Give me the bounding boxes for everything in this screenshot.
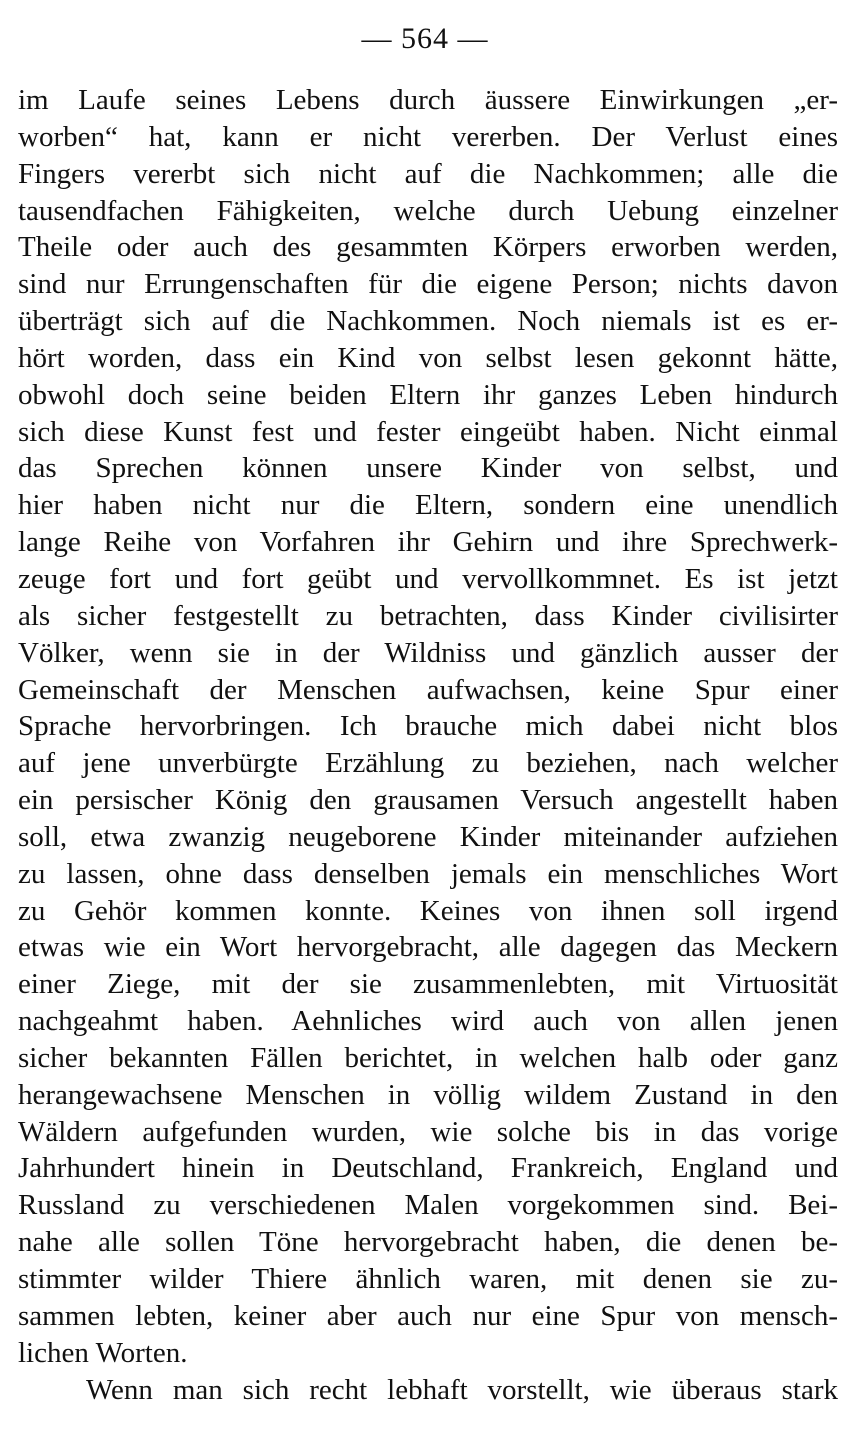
text-line: etwas wie ein Wort hervorgebracht, alle dagegen das Meckern: [18, 931, 838, 964]
text-line: herangewachsene Menschen in völlig wildem Zustand in den: [18, 1078, 838, 1111]
text-line: Theile oder auch des gesammten Körpers erworben werden,: [18, 231, 838, 264]
paragraph-start-line: Wenn man sich recht lebhaft vorstellt, wie überaus stark: [86, 1373, 838, 1406]
text-line: sicher bekannten Fällen berichtet, in welchen halb oder ganz: [18, 1041, 838, 1074]
text-line: tausendfachen Fähigkeiten, welche durch Uebung einzelner: [18, 194, 838, 227]
text-line: sammen lebten, keiner aber auch nur eine Spur von mensch-: [18, 1299, 838, 1332]
text-line: lange Reihe von Vorfahren ihr Gehirn und ihre Sprechwerk-: [18, 526, 838, 559]
text-line: Gemeinschaft der Menschen aufwachsen, keine Spur einer: [18, 673, 838, 706]
text-line: Fingers vererbt sich nicht auf die Nachkommen; alle die: [18, 157, 838, 190]
text-line: im Laufe seines Lebens durch äussere Einwirkungen „er-: [18, 84, 838, 116]
text-line: überträgt sich auf die Nachkommen. Noch niemals ist es er-: [18, 305, 838, 338]
text-line: Jahrhundert hinein in Deutschland, Frankreich, England und: [18, 1152, 838, 1185]
text-line: zu lassen, ohne dass denselben jemals ein menschliches Wort: [18, 857, 838, 890]
text-line: als sicher festgestellt zu betrachten, dass Kinder civilisirter: [18, 599, 838, 632]
text-line: soll, etwa zwanzig neugeborene Kinder miteinander aufziehen: [18, 820, 838, 853]
text-line: hört worden, dass ein Kind von selbst lesen gekonnt hätte,: [18, 341, 838, 374]
text-line: stimmter wilder Thiere ähnlich waren, mit denen sie zu-: [18, 1263, 838, 1295]
text-line: ein persischer König den grausamen Versuch angestellt haben: [18, 784, 838, 817]
text-line: das Sprechen können unsere Kinder von selbst, und: [18, 452, 838, 485]
text-line: worben“ hat, kann er nicht vererben. Der Verlust eines: [18, 120, 838, 153]
text-line: Sprache hervorbringen. Ich brauche mich dabei nicht blos: [18, 710, 838, 743]
text-line: Russland zu verschiedenen Malen vorgekommen sind. Bei-: [18, 1189, 838, 1222]
text-line: sind nur Errungenschaften für die eigene Person; nichts davon: [18, 268, 838, 301]
text-line: nachgeahmt haben. Aehnliches wird auch von allen jenen: [18, 1005, 838, 1038]
page-number: — 564 —: [361, 22, 489, 55]
text-line: hier haben nicht nur die Eltern, sondern eine unendlich: [18, 489, 838, 522]
text-line: einer Ziege, mit der sie zusammenlebten, mit Virtuosität: [18, 968, 838, 1001]
text-line: Wäldern aufgefunden wurden, wie solche bis in das vorige: [18, 1115, 838, 1148]
text-line: zeuge fort und fort geübt und vervollkommnet. Es ist jetzt: [18, 562, 838, 595]
text-line: nahe alle sollen Töne hervorgebracht haben, die denen be-: [18, 1226, 838, 1259]
text-line: sich diese Kunst fest und fester eingeübt haben. Nicht einmal: [18, 415, 838, 448]
paragraph-end-line: lichen Worten.: [18, 1336, 188, 1369]
text-line: auf jene unverbürgte Erzählung zu beziehen, nach welcher: [18, 747, 838, 780]
text-line: zu Gehör kommen konnte. Keines von ihnen soll irgend: [18, 894, 838, 927]
body-text: [18, 82, 838, 1408]
text-line: Völker, wenn sie in der Wildniss und gänzlich ausser der: [18, 636, 838, 669]
text-line: obwohl doch seine beiden Eltern ihr ganzes Leben hindurch: [18, 378, 838, 411]
